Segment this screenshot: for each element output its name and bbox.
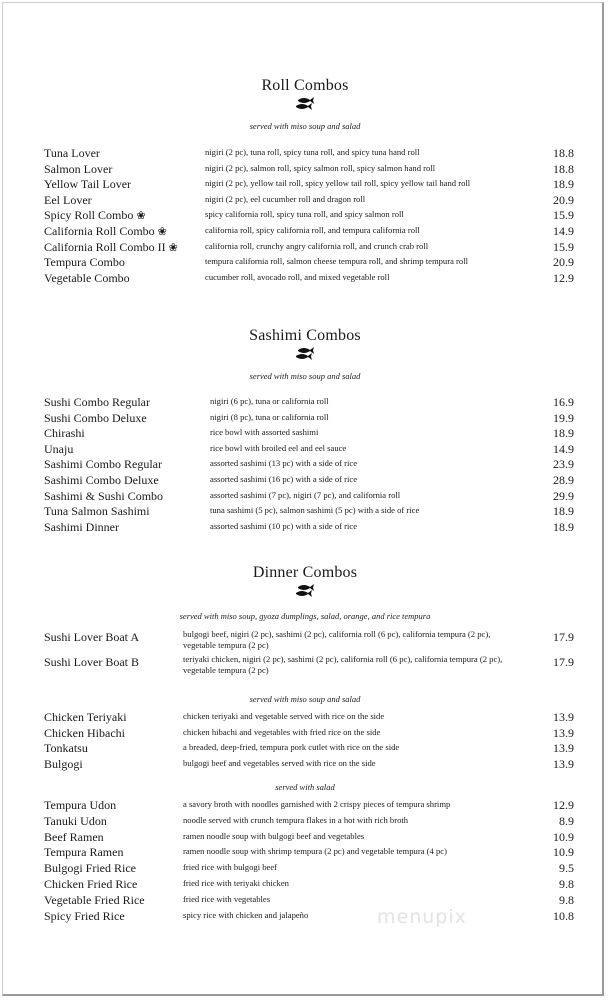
menu-item-price: 12.9 [553, 270, 574, 285]
fish-icon [295, 96, 315, 110]
fish-icon [295, 583, 315, 597]
menu-item-name: Eel Lover [44, 192, 92, 207]
menu-item-name: Unaju [44, 441, 74, 456]
menu-item-description: tempura california roll, salmon cheese tempura roll, and shrimp tempura roll [205, 256, 468, 267]
menu-item-price: 20.9 [553, 255, 574, 270]
menu-item-description: california roll, spicy california roll, and tempura california roll [205, 225, 420, 235]
menu-item-price: 18.9 [553, 504, 574, 519]
menu-item-name: Sashimi Combo Deluxe [44, 473, 159, 487]
roll-combos-title: Roll Combos [261, 77, 349, 94]
menu-item-name: Sashimi Combo Regular [44, 457, 162, 472]
menu-item-price: 18.9 [553, 519, 574, 534]
menu-item-name: Sashimi & Sushi Combo [44, 488, 164, 503]
menu-item-price: 18.9 [553, 177, 574, 192]
menu-item-name: Tempura Combo [44, 255, 125, 270]
menu-item-name: California Roll Combo ❀ [44, 224, 167, 238]
fish-icon [295, 346, 315, 360]
roll-combos-subtitle: served with miso soup and salad [249, 121, 361, 131]
menu-item-name: Tonkatsu [44, 741, 88, 756]
menu-item-description: fried rice with bulgogi beef [183, 862, 278, 873]
menu-item-description: chicken hibachi and vegetables with fried rice on the side [183, 726, 381, 737]
menu-item-name: Tempura Ramen [44, 845, 124, 860]
menu-item-name: Chicken Fried Rice [44, 877, 138, 891]
menu-item-description: ramen noodle soup with shrimp tempura (2 pc) and vegetable tempura (4 pc) [183, 846, 447, 857]
menu-item-description: assorted sashimi (16 pc) with a side of rice [210, 474, 358, 484]
menu-item-price: 16.9 [553, 395, 574, 409]
menu-item-description: nigiri (2 pc), tuna roll, spicy tuna roll, and spicy tuna hand roll [205, 147, 420, 157]
menu-item-name: Vegetable Combo [44, 270, 130, 285]
menu-item-name: Yellow Tail Lover [44, 177, 132, 192]
menu-item-price: 18.8 [553, 146, 574, 160]
menu-item-name: Tuna Lover [44, 146, 100, 160]
menupix-watermark: menupix [377, 906, 467, 928]
menu-item-name: Tempura Udon [44, 798, 117, 812]
menu-item-description: a savory broth with noodles garnished with 2 crispy pieces of tempura shrimp [183, 799, 451, 809]
menu-item-description: assorted sashimi (13 pc) with a side of rice [210, 458, 358, 469]
menu-item-price: 28.9 [553, 473, 574, 487]
menu-item-description: a breaded, deep-fried, tempura pork cutlet with rice on the side [183, 742, 400, 753]
menu-item-price: 13.9 [553, 741, 574, 756]
flower-icon: ❀ [168, 241, 178, 254]
menu-item-description: cucumber roll, avocado roll, and mixed vegetable roll [205, 271, 390, 282]
menu-item-price: 14.9 [553, 441, 574, 456]
menu-item-description: california roll, crunchy angry california roll, and crunch crab roll [205, 240, 429, 251]
sashimi-combos-subtitle: served with miso soup and salad [249, 371, 361, 381]
menu-item-name: Spicy Fried Rice [44, 908, 125, 923]
menu-item-price: 20.9 [553, 192, 574, 207]
menu-item-description: fried rice with vegetables [183, 893, 271, 904]
menu-item-name: Beef Ramen [44, 829, 104, 844]
menu-item-price: 9.8 [559, 892, 574, 907]
menu-item-price: 13.9 [553, 710, 574, 724]
menu-item-price: 13.9 [553, 725, 574, 740]
dinner-combos-subtitle-2: served with miso soup and salad [249, 694, 361, 704]
menu-item-price: 17.9 [553, 655, 574, 669]
sashimi-combos-title: Sashimi Combos [249, 327, 361, 344]
menu-item-name: Bulgogi Fried Rice [44, 861, 136, 876]
menu-item-price: 12.9 [553, 798, 574, 812]
menu-item-price: 23.9 [553, 457, 574, 472]
menu-item-description: noodle served with crunch tempura flakes in a hot with rich broth [183, 814, 409, 825]
menu-item-description: rice bowl with assorted sashimi [210, 427, 319, 438]
menu-item-price: 17.9 [553, 630, 574, 644]
dinner-combos-subtitle-3: served with salad [275, 782, 335, 792]
menu-item-description: teriyaki chicken, nigiri (2 pc), sashimi (2 pc), california roll (6 pc), california tempura (2 pc), vegetable tempura (2 pc) [183, 654, 503, 675]
menu-item-name: Bulgogi [44, 757, 83, 772]
menu-item-description: ramen noodle soup with bulgogi beef and vegetables [183, 830, 365, 841]
menu-item-name: Vegetable Fried Rice [44, 892, 145, 907]
menu-item-name: Salmon Lover [44, 161, 113, 176]
menu-item-name: Tuna Salmon Sashimi [44, 504, 150, 519]
menu-item-name: Tanuki Udon [44, 813, 107, 828]
menu-item-price: 14.9 [553, 224, 574, 238]
menu-item-description: assorted sashimi (10 pc) with a side of rice [210, 520, 358, 531]
menu-item-description: nigiri (2 pc), salmon roll, spicy salmon roll, spicy salmon hand roll [205, 162, 436, 173]
menu-item-name: Sushi Combo Regular [44, 395, 151, 409]
menu-item-price: 10.8 [553, 908, 574, 923]
menu-item-name: Chicken Teriyaki [44, 710, 127, 724]
dinner-combos-title: Dinner Combos [252, 564, 358, 581]
menu-item-name: California Roll Combo II ❀ [44, 239, 178, 254]
menu-item-price: 10.9 [553, 829, 574, 844]
menu-item-price: 8.9 [559, 813, 574, 828]
menu-item-description: nigiri (2 pc), yellow tail roll, spicy yellow tail roll, spicy yellow tail hand roll [205, 178, 471, 189]
dinner-combos-subtitle-1: served with miso soup, gyoza dumplings, salad, orange, and rice tempura [179, 611, 431, 621]
menu-item-price: 18.9 [553, 426, 574, 441]
menu-item-description: spicy rice with chicken and jalapeño [183, 909, 309, 920]
menu-item-description: spicy california roll, spicy tuna roll, and spicy salmon roll [205, 209, 404, 220]
menu-item-price: 13.9 [553, 757, 574, 772]
menu-item-name: Sashimi Dinner [44, 519, 119, 534]
menu-item-price: 19.9 [553, 410, 574, 425]
menu-item-description: chicken teriyaki and vegetable served with rice on the side [183, 711, 385, 721]
menu-item-price: 15.9 [553, 239, 574, 254]
menu-item-description: assorted sashimi (7 pc), nigiri (7 pc), and california roll [210, 489, 401, 500]
menu-item-name: Sushi Combo Deluxe [44, 410, 147, 425]
menu-item-price: 9.5 [559, 861, 574, 876]
menu-item-name: Chirashi [44, 426, 85, 441]
menu-item-description: bulgogi beef and vegetables served with rice on the side [183, 758, 376, 769]
flower-icon: ❀ [136, 210, 146, 223]
menu-item-description: fried rice with teriyaki chicken [183, 878, 289, 888]
flower-icon: ❀ [157, 226, 167, 238]
menu-item-description: nigiri (6 pc), tuna or california roll [210, 396, 329, 406]
menu-item-description: rice bowl with broiled eel and eel sauce [210, 442, 347, 453]
menu-item-price: 29.9 [553, 488, 574, 503]
menu-item-description: nigiri (8 pc), tuna or california roll [210, 411, 329, 422]
menu-item-description: tuna sashimi (5 pc), salmon sashimi (5 pc) with a side of rice [210, 505, 420, 516]
menu-item-name: Sushi Lover Boat A [44, 630, 139, 644]
menu-item-description: nigiri (2 pc), eel cucumber roll and dragon roll [205, 193, 366, 204]
menu-item-price: 10.9 [553, 845, 574, 860]
menu-item-price: 9.8 [559, 877, 574, 891]
menu-item-price: 18.8 [553, 161, 574, 176]
menu-item-name: Sushi Lover Boat B [44, 655, 139, 669]
menu-item-name: Spicy Roll Combo ❀ [44, 208, 146, 223]
menu-item-description: bulgogi beef, nigiri (2 pc), sashimi (2 pc), california roll (6 pc), california tempura (2 pc), vegetable tempura (2 pc) [183, 629, 491, 650]
menu-item-price: 15.9 [553, 208, 574, 223]
menu-item-name: Chicken Hibachi [44, 725, 125, 740]
